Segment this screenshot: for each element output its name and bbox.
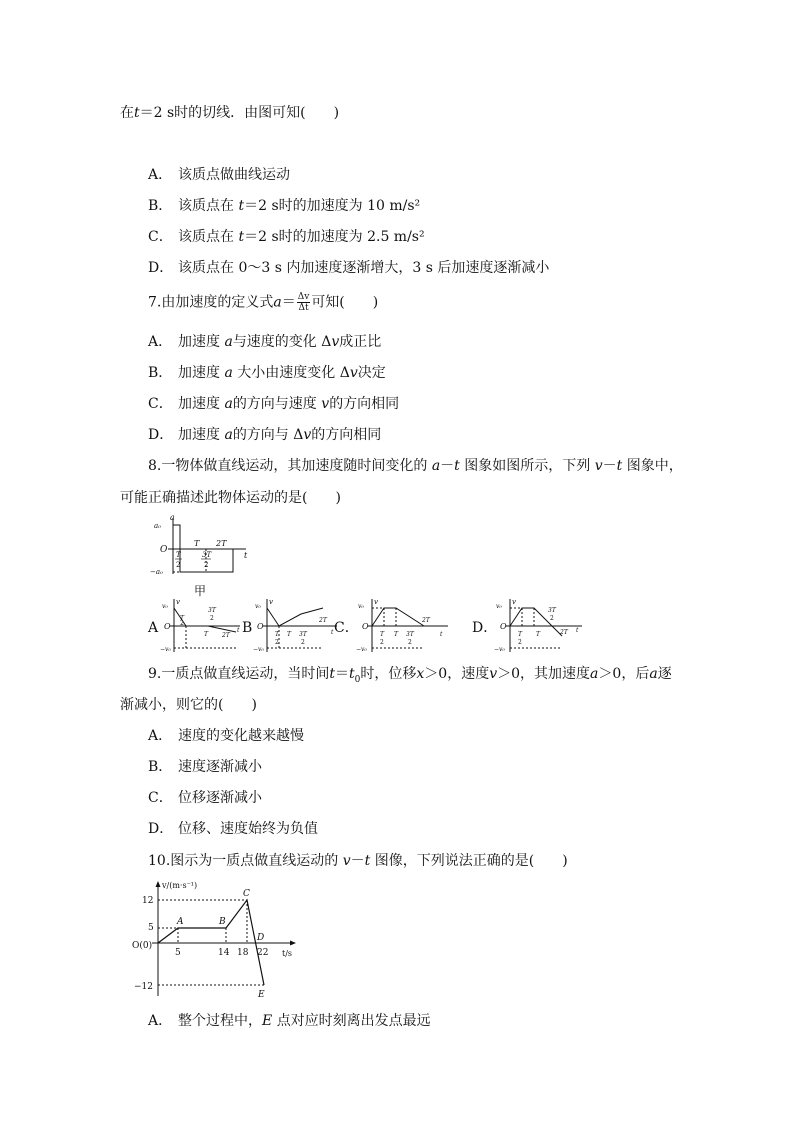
q8-option-d-label[interactable]: D． [472, 620, 498, 636]
svg-text:t: t [440, 631, 443, 638]
q9-stem: 9.一质点做直线运动，当时间$t=t_0$时，位移x＞0，速度v＞0，其加速度a＞0，后a逐 [148, 666, 672, 685]
q8-stem-line2: 可能正确描述此物体运动的是( ) [120, 490, 341, 506]
svg-text:v₀: v₀ [358, 603, 364, 610]
svg-text:T: T [194, 539, 200, 548]
svg-text:2: 2 [301, 639, 305, 646]
q10-xtick-5: 5 [175, 948, 181, 958]
q6-option-c[interactable]: C． 该质点在 t＝2 s时的加速度为 2.5 m/s² [148, 229, 425, 245]
q7-fraction: $\frac{\Delta v}{\Delta t}$ [297, 292, 310, 313]
svg-text:t: t [244, 551, 248, 560]
svg-text:a: a [170, 513, 175, 522]
q8-option-b-label[interactable]: B [242, 620, 253, 636]
svg-text:v₀: v₀ [496, 603, 502, 610]
svg-text:2: 2 [518, 639, 522, 646]
svg-text:−a₀: −a₀ [150, 568, 163, 576]
q10-ytick-neg12: −12 [134, 982, 153, 992]
q10-ytick-12: 12 [142, 896, 154, 906]
q8-option-a-graph[interactable] [160, 596, 242, 654]
q10-point-c: C [243, 889, 250, 899]
svg-text:v: v [176, 598, 180, 606]
svg-text:T: T [536, 631, 541, 638]
q6-stem-continuation: 在t＝2 s时的切线．由图可知( ) [120, 105, 340, 121]
q6-option-b[interactable]: B． 该质点在 t＝2 s时的加速度为 10 m/s² [148, 198, 421, 214]
svg-text:t: t [576, 627, 579, 634]
svg-text:T: T [394, 631, 399, 638]
svg-text:2: 2 [380, 639, 384, 646]
q9-stem-line2: 渐减小，则它的( ) [120, 697, 257, 713]
svg-text:2T: 2T [319, 617, 327, 624]
svg-text:t: t [331, 629, 334, 636]
q10-stem: 10.图示为一质点做直线运动的 v－t 图像，下列说法正确的是( ) [148, 853, 568, 869]
svg-text:a₀: a₀ [154, 522, 161, 530]
svg-text:−v₀: −v₀ [160, 646, 171, 653]
q7-stem: 7.由加速度的定义式a＝ $\frac{\Delta v}{\Delta t}$ 可知( ) [148, 292, 379, 313]
q8-option-a-label[interactable]: A [148, 620, 159, 636]
q9-option-d[interactable]: D． 位移、速度始终为负值 [148, 821, 318, 837]
svg-text:−v₀: −v₀ [253, 646, 264, 653]
q10-xtick-18: 18 [237, 948, 249, 958]
q8-stem: 8.一物体做直线运动，其加速度随时间变化的 a－t 图象如图所示，下列 v－t 图象中， [148, 458, 683, 474]
q10-option-a[interactable]: A． 整个过程中，E 点对应时刻离出发点最远 [148, 1013, 431, 1029]
svg-text:v: v [269, 598, 273, 606]
q10-xtick-22: 22 [257, 948, 269, 958]
q7-option-a[interactable]: A． 加速度 a与速度的变化 Δv成正比 [148, 334, 382, 350]
q8-option-c-label[interactable]: C． [334, 620, 359, 636]
svg-text:T: T [180, 615, 185, 622]
svg-text:2: 2 [180, 620, 184, 627]
svg-text:T: T [275, 631, 280, 638]
svg-text:O: O [500, 622, 507, 631]
svg-text:v₀: v₀ [255, 603, 261, 610]
svg-text:O: O [164, 622, 171, 631]
q8-option-b-graph[interactable] [253, 596, 339, 654]
svg-text:O: O [160, 545, 168, 555]
svg-text:2: 2 [176, 561, 181, 569]
svg-text:T: T [518, 631, 523, 638]
svg-text:3T: 3T [299, 631, 307, 638]
svg-text:2: 2 [204, 561, 209, 569]
q6-option-d[interactable]: D． 该质点在 0～3 s 内加速度逐渐增大，3 s 后加速度逐渐减小 [148, 260, 550, 276]
q8-at-graph [148, 512, 258, 592]
q10-xlabel: t/s [282, 949, 293, 958]
q10-xtick-14: 14 [218, 948, 230, 958]
svg-text:3T: 3T [208, 607, 216, 614]
svg-text:2T: 2T [422, 617, 430, 624]
q8-figure-caption: 甲 [194, 584, 207, 598]
svg-text:−v₀: −v₀ [356, 646, 367, 653]
svg-text:v: v [374, 598, 378, 606]
svg-text:2T: 2T [216, 539, 227, 548]
q9-option-b[interactable]: B． 速度逐渐减小 [148, 759, 262, 775]
q10-point-d: D [257, 933, 265, 943]
q10-point-e: E [258, 990, 265, 1000]
q9-option-c[interactable]: C． 位移逐渐减小 [148, 790, 262, 806]
svg-text:O: O [257, 622, 264, 631]
q7-option-d[interactable]: D． 加速度 a的方向与 Δv的方向相同 [148, 427, 382, 443]
svg-text:3T: 3T [548, 607, 556, 614]
svg-text:t: t [237, 627, 240, 634]
q6-option-a[interactable]: A． 该质点做曲线运动 [148, 167, 290, 183]
svg-text:3T: 3T [202, 551, 212, 559]
q10-ytick-5: 5 [148, 923, 154, 933]
svg-text:2T: 2T [560, 629, 568, 636]
q7-option-c[interactable]: C． 加速度 a的方向与速度 v的方向相同 [148, 396, 400, 412]
svg-text:T: T [204, 631, 209, 638]
q10-point-a: A [177, 917, 184, 927]
q10-point-b: B [219, 917, 226, 927]
svg-text:v: v [512, 598, 516, 606]
svg-text:T: T [287, 631, 292, 638]
svg-text:2: 2 [408, 639, 412, 646]
svg-text:v₀: v₀ [162, 603, 168, 610]
q9-option-a[interactable]: A． 速度的变化越来越慢 [148, 728, 304, 744]
svg-text:2: 2 [275, 639, 279, 646]
q8-option-c-graph[interactable] [354, 596, 450, 654]
svg-text:O: O [362, 622, 369, 631]
q10-vt-graph [130, 878, 300, 1000]
svg-text:2T: 2T [222, 632, 230, 639]
q7-option-b[interactable]: B． 加速度 a 大小由速度变化 Δv决定 [148, 365, 386, 381]
svg-text:T: T [380, 631, 385, 638]
q10-origin: O(0) [132, 941, 153, 951]
svg-text:−v₀: −v₀ [494, 646, 505, 653]
svg-text:2: 2 [550, 615, 554, 622]
q10-ylabel: v/(m·s⁻¹) [162, 881, 198, 890]
svg-text:T: T [176, 551, 181, 559]
svg-text:3T: 3T [406, 631, 414, 638]
svg-text:2: 2 [210, 615, 214, 622]
q8-option-d-graph[interactable] [492, 596, 584, 654]
